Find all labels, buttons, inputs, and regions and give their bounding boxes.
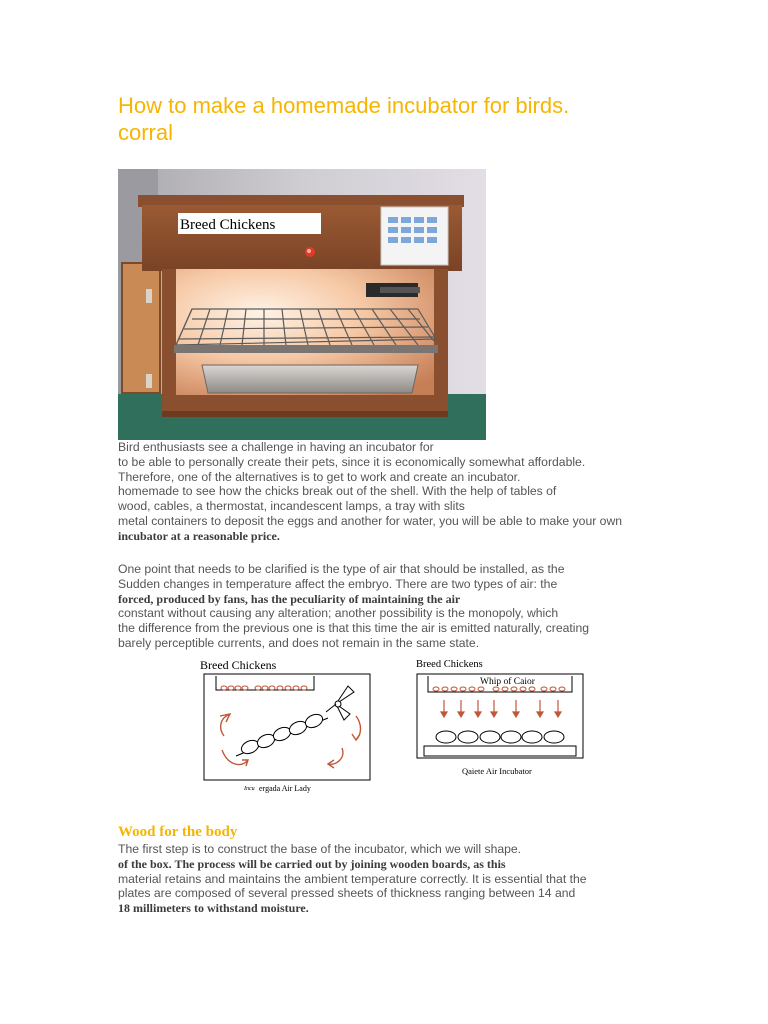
intro-line: to be able to personally create their pets, since it is economically somewhat affordable. (118, 454, 586, 469)
incubator-photo (118, 169, 486, 440)
photo-label: Breed Chickens (180, 217, 276, 233)
quiet-air-diagram (412, 656, 592, 780)
intro-line: metal containers to deposit the eggs and another for water, you will be able to make your own (118, 513, 623, 528)
wood-line: plates are composed of several pressed sheets of thickness ranging between 14 and (118, 886, 576, 901)
intro-line: homemade to see how the chicks break out of the shell. With the help of tables of (118, 484, 557, 499)
air-paragraph (118, 562, 658, 651)
page-title (118, 92, 678, 146)
wood-line: The first step is to construct the base of the incubator, which we will shape. (118, 842, 522, 856)
intro-line: Therefore, one of the alternatives is to get to work and create an incubator. (118, 469, 521, 484)
air-line: Sudden changes in temperature affect the embryo. There are two types of air: the (118, 576, 558, 591)
wood-line-bold: 18 millimeters to withstand moisture. (118, 901, 309, 916)
forced-diagram-caption-small: Incu (244, 786, 255, 792)
air-line: barely perceptible currents, and does not remain in the same state. (118, 635, 480, 650)
air-line: the difference from the previous one is that this time the air is emitted naturally, creating (118, 621, 590, 636)
intro-line: wood, cables, a thermostat, incandescent lamps, a tray with slits (118, 499, 465, 514)
quiet-diagram-caption: Qaiete Air Incubator (462, 766, 532, 776)
wood-paragraph (118, 842, 658, 916)
quiet-diagram-inner-label: Whip of Caior (480, 677, 535, 687)
forced-air-diagram (196, 656, 376, 796)
wood-line-bold: of the box. The process will be carried out by joining wooden boards, as this (118, 856, 506, 871)
intro-line: Bird enthusiasts see a challenge in having an incubator for (118, 440, 434, 454)
title-line-2: corral (118, 120, 174, 145)
title-line-1: How to make a homemade incubator for birds. (118, 93, 570, 118)
air-line: constant without causing any alteration; another possibility is the monopoly, which (118, 606, 559, 621)
quiet-diagram-title: Breed Chickens (416, 659, 483, 670)
air-line: One point that needs to be clarified is the type of air that should be installed, as the (118, 562, 565, 576)
wood-line: material retains and maintains the ambient temperature correctly. It is essential that the (118, 871, 587, 886)
intro-line-bold: incubator at a reasonable price. (118, 528, 280, 543)
air-line-bold: forced, produced by fans, has the peculiarity of maintaining the air (118, 591, 461, 606)
intro-paragraph (118, 440, 658, 544)
forced-diagram-caption: ergada Air Lady (259, 784, 311, 793)
forced-diagram-title: Breed Chickens (200, 658, 277, 672)
section-heading: Wood for the body (118, 824, 238, 840)
